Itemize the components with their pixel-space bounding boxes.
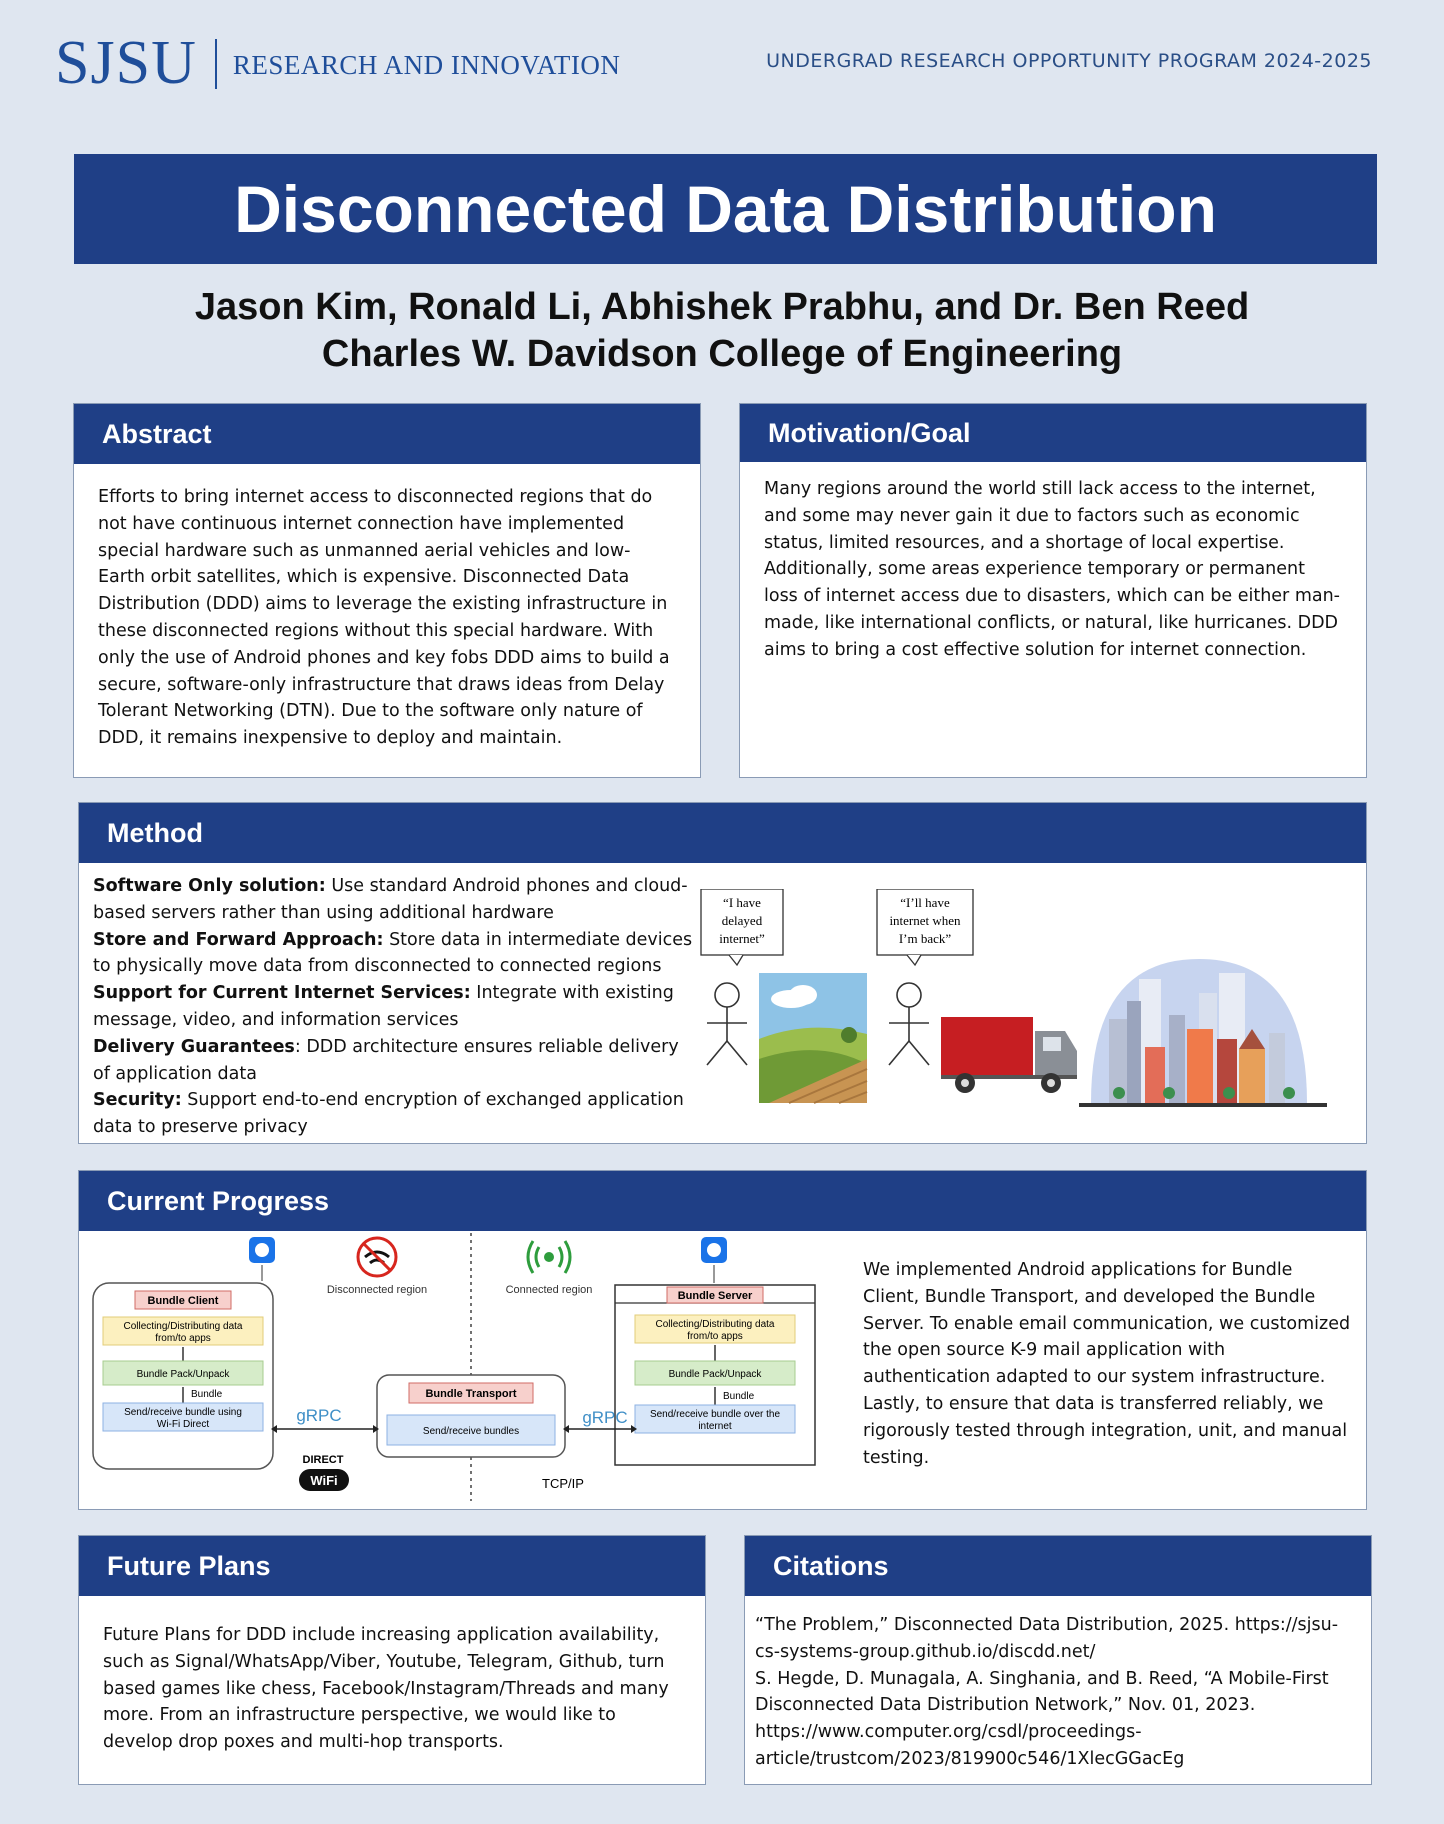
college-line: Charles W. Davidson College of Engineering <box>321 333 1123 375</box>
method-item <box>93 927 693 981</box>
disconnected-region-label: Disconnected region <box>326 1284 428 1296</box>
method-item-text: Support end-to-end encryption of exchanged application data to preserve privacy <box>93 1090 684 1138</box>
store-and-forward-illustration <box>699 889 1359 1129</box>
server-pack-label: Bundle Pack/Unpack <box>668 1369 762 1380</box>
no-wifi-icon <box>358 1238 396 1276</box>
poster-title: Disconnected Data Distribution <box>74 154 1377 264</box>
method-item-label: Software Only solution: <box>93 876 326 896</box>
future-plans-panel <box>78 1535 706 1785</box>
motivation-panel <box>739 403 1367 778</box>
method-item-label: Security: <box>93 1090 182 1111</box>
bubble1-line: internet” <box>719 931 765 946</box>
server-collect-line: Collecting/Distributing data <box>655 1319 775 1330</box>
method-item-text: Integrate with existing message, video, and information services <box>93 983 674 1030</box>
future-body: Future Plans for DDD include increasing application availability, such as Signal/WhatsApp/Viber, Youtube, Telegram, Github, turn based games like chess, Facebook/Instagram/Threads and many more. From an infrastructure perspective, we would like to develop drop poxes and multi-hop transports. <box>103 1625 669 1753</box>
method-item-text: Use standard Android phones and cloud-based servers rather than using additional hardware <box>93 876 688 923</box>
progress-body: We implemented Android applications for Bundle Client, Bundle Transport, and developed the Bundle Server. To enable email communication, we customized the open source K-9 mail application with authentication adapted to our system infrastructure. Lastly, to ensure that data is transferred reliably, we rigorously tested through integration, unit, and manual testing. <box>863 1260 1351 1468</box>
server-title: Bundle Server <box>677 1290 753 1302</box>
abstract-heading: Abstract <box>74 404 700 464</box>
citations-heading: Citations <box>745 1536 1371 1596</box>
method-item-label: Support for Current Internet Services: <box>93 983 471 1004</box>
speech-bubble-1 <box>701 889 783 965</box>
server-send-line: internet <box>698 1421 732 1432</box>
progress-heading: Current Progress <box>79 1171 1366 1231</box>
person-icon <box>707 983 747 1065</box>
citations-panel <box>744 1535 1372 1785</box>
logo-sjsu-text: SJSU <box>55 29 197 97</box>
method-item <box>93 1087 693 1141</box>
citation-item: “The Problem,” Disconnected Data Distribution, 2025. https://sjsu-cs-systems-group.github.io/discdd.net/ <box>755 1615 1339 1662</box>
method-item-text: : DDD architecture ensures reliable delivery of application data <box>93 1036 679 1084</box>
bubble1-line: “I have <box>723 895 761 910</box>
server-send-line: Send/receive bundle over the <box>649 1409 781 1420</box>
method-item-text: Store data in intermediate devices to physically move data from disconnected to connected regions <box>93 929 693 977</box>
method-heading: Method <box>79 803 1366 863</box>
app-icon <box>701 1237 727 1283</box>
client-collect-line: from/to apps <box>155 1333 211 1344</box>
speech-bubble-2 <box>877 889 973 965</box>
connected-region-label: Connected region <box>505 1284 593 1296</box>
wifi-direct-label: DIRECT <box>302 1454 344 1466</box>
sjsu-logo <box>55 28 620 99</box>
server-bundle-label: Bundle <box>723 1391 755 1402</box>
transport-title: Bundle Transport <box>425 1388 517 1400</box>
grpc-label: gRPC <box>296 1406 342 1425</box>
method-list <box>93 873 693 1141</box>
authors-line: Jason Kim, Ronald Li, Abhishek Prabhu, and Dr. Ben Reed <box>194 286 1250 328</box>
logo-subtitle: RESEARCH AND INNOVATION <box>232 50 621 80</box>
client-collect-line: Collecting/Distributing data <box>123 1321 243 1332</box>
client-pack-label: Bundle Pack/Unpack <box>136 1369 230 1380</box>
method-item-label: Store and Forward Approach: <box>93 929 384 950</box>
client-title: Bundle Client <box>147 1295 219 1307</box>
progress-panel <box>78 1170 1367 1510</box>
abstract-body: Efforts to bring internet access to disconnected regions that do not have continuous internet connection have implemented special hardware such as unmanned aerial vehicles and low-Earth orbit satellites, which is expensive. Disconnected Data Distribution (DDD) aims to leverage the existing infrastructure in these disconnected regions without this special hardware. With only the use of Android phones and key fobs DDD aims to build a secure, software-only infrastructure that draws ideas from Delay Tolerant Networking (DTN). Due to the software only nature of DDD, it remains inexpensive to deploy and maintain. <box>98 487 670 749</box>
motivation-body: Many regions around the world still lack access to the internet, and some may never gain it due to factors such as economic status, limited resources, and a shortage of local expertise. Additionally, some areas experience temporary or permanent loss of internet access due to disasters, which can be either man-made, like international conflicts, or natural, like hurricanes. DDD aims to bring a cost effective solution for internet connection. <box>764 479 1340 660</box>
truck-icon <box>941 1017 1077 1093</box>
author-block <box>0 284 1444 378</box>
method-item <box>93 873 693 927</box>
wifi-label: WiFi <box>310 1473 338 1488</box>
method-item <box>93 980 693 1034</box>
future-heading: Future Plans <box>79 1536 705 1596</box>
bubble2-line: I’m back” <box>898 931 952 946</box>
citation-item: S. Hegde, D. Munagala, A. Singhania, and B. Reed, “A Mobile-First Disconnected Data Distribution Network,” Nov. 01, 2023. https://www.computer.org/csdl/proceedings-article/trustcom/2023/819900c546/1XlecGGacEg <box>755 1668 1329 1769</box>
app-icon <box>249 1237 275 1281</box>
grpc-label: gRPC <box>582 1408 628 1427</box>
server-collect-line: from/to apps <box>687 1331 743 1342</box>
logo-divider <box>215 39 217 89</box>
abstract-panel <box>73 403 701 778</box>
bubble2-line: “I’ll have <box>900 895 950 910</box>
bundle-client-box <box>93 1283 273 1469</box>
wifi-direct-icon <box>299 1454 349 1491</box>
bundle-server-box <box>615 1285 815 1465</box>
motivation-heading: Motivation/Goal <box>740 404 1366 462</box>
method-panel <box>78 802 1367 1144</box>
method-item <box>93 1034 693 1088</box>
program-label: UNDERGRAD RESEARCH OPPORTUNITY PROGRAM 2024-2025 <box>766 50 1372 72</box>
client-send-line: Send/receive bundle using <box>124 1407 242 1418</box>
tcpip-label: TCP/IP <box>542 1476 584 1491</box>
bubble2-line: internet when <box>889 913 961 928</box>
client-bundle-label: Bundle <box>191 1389 223 1400</box>
signal-icon <box>528 1241 570 1273</box>
citations-list <box>745 1596 1371 1773</box>
client-send-line: Wi-Fi Direct <box>156 1419 210 1430</box>
bundle-transport-box <box>377 1375 565 1457</box>
city-skyline-image <box>1079 959 1327 1107</box>
method-item-label: Delivery Guarantees <box>93 1036 295 1057</box>
person-icon <box>889 983 929 1065</box>
transport-send-label: Send/receive bundles <box>422 1426 520 1437</box>
bubble1-line: delayed <box>721 913 763 928</box>
farmland-image <box>759 973 867 1103</box>
architecture-diagram <box>87 1233 827 1503</box>
